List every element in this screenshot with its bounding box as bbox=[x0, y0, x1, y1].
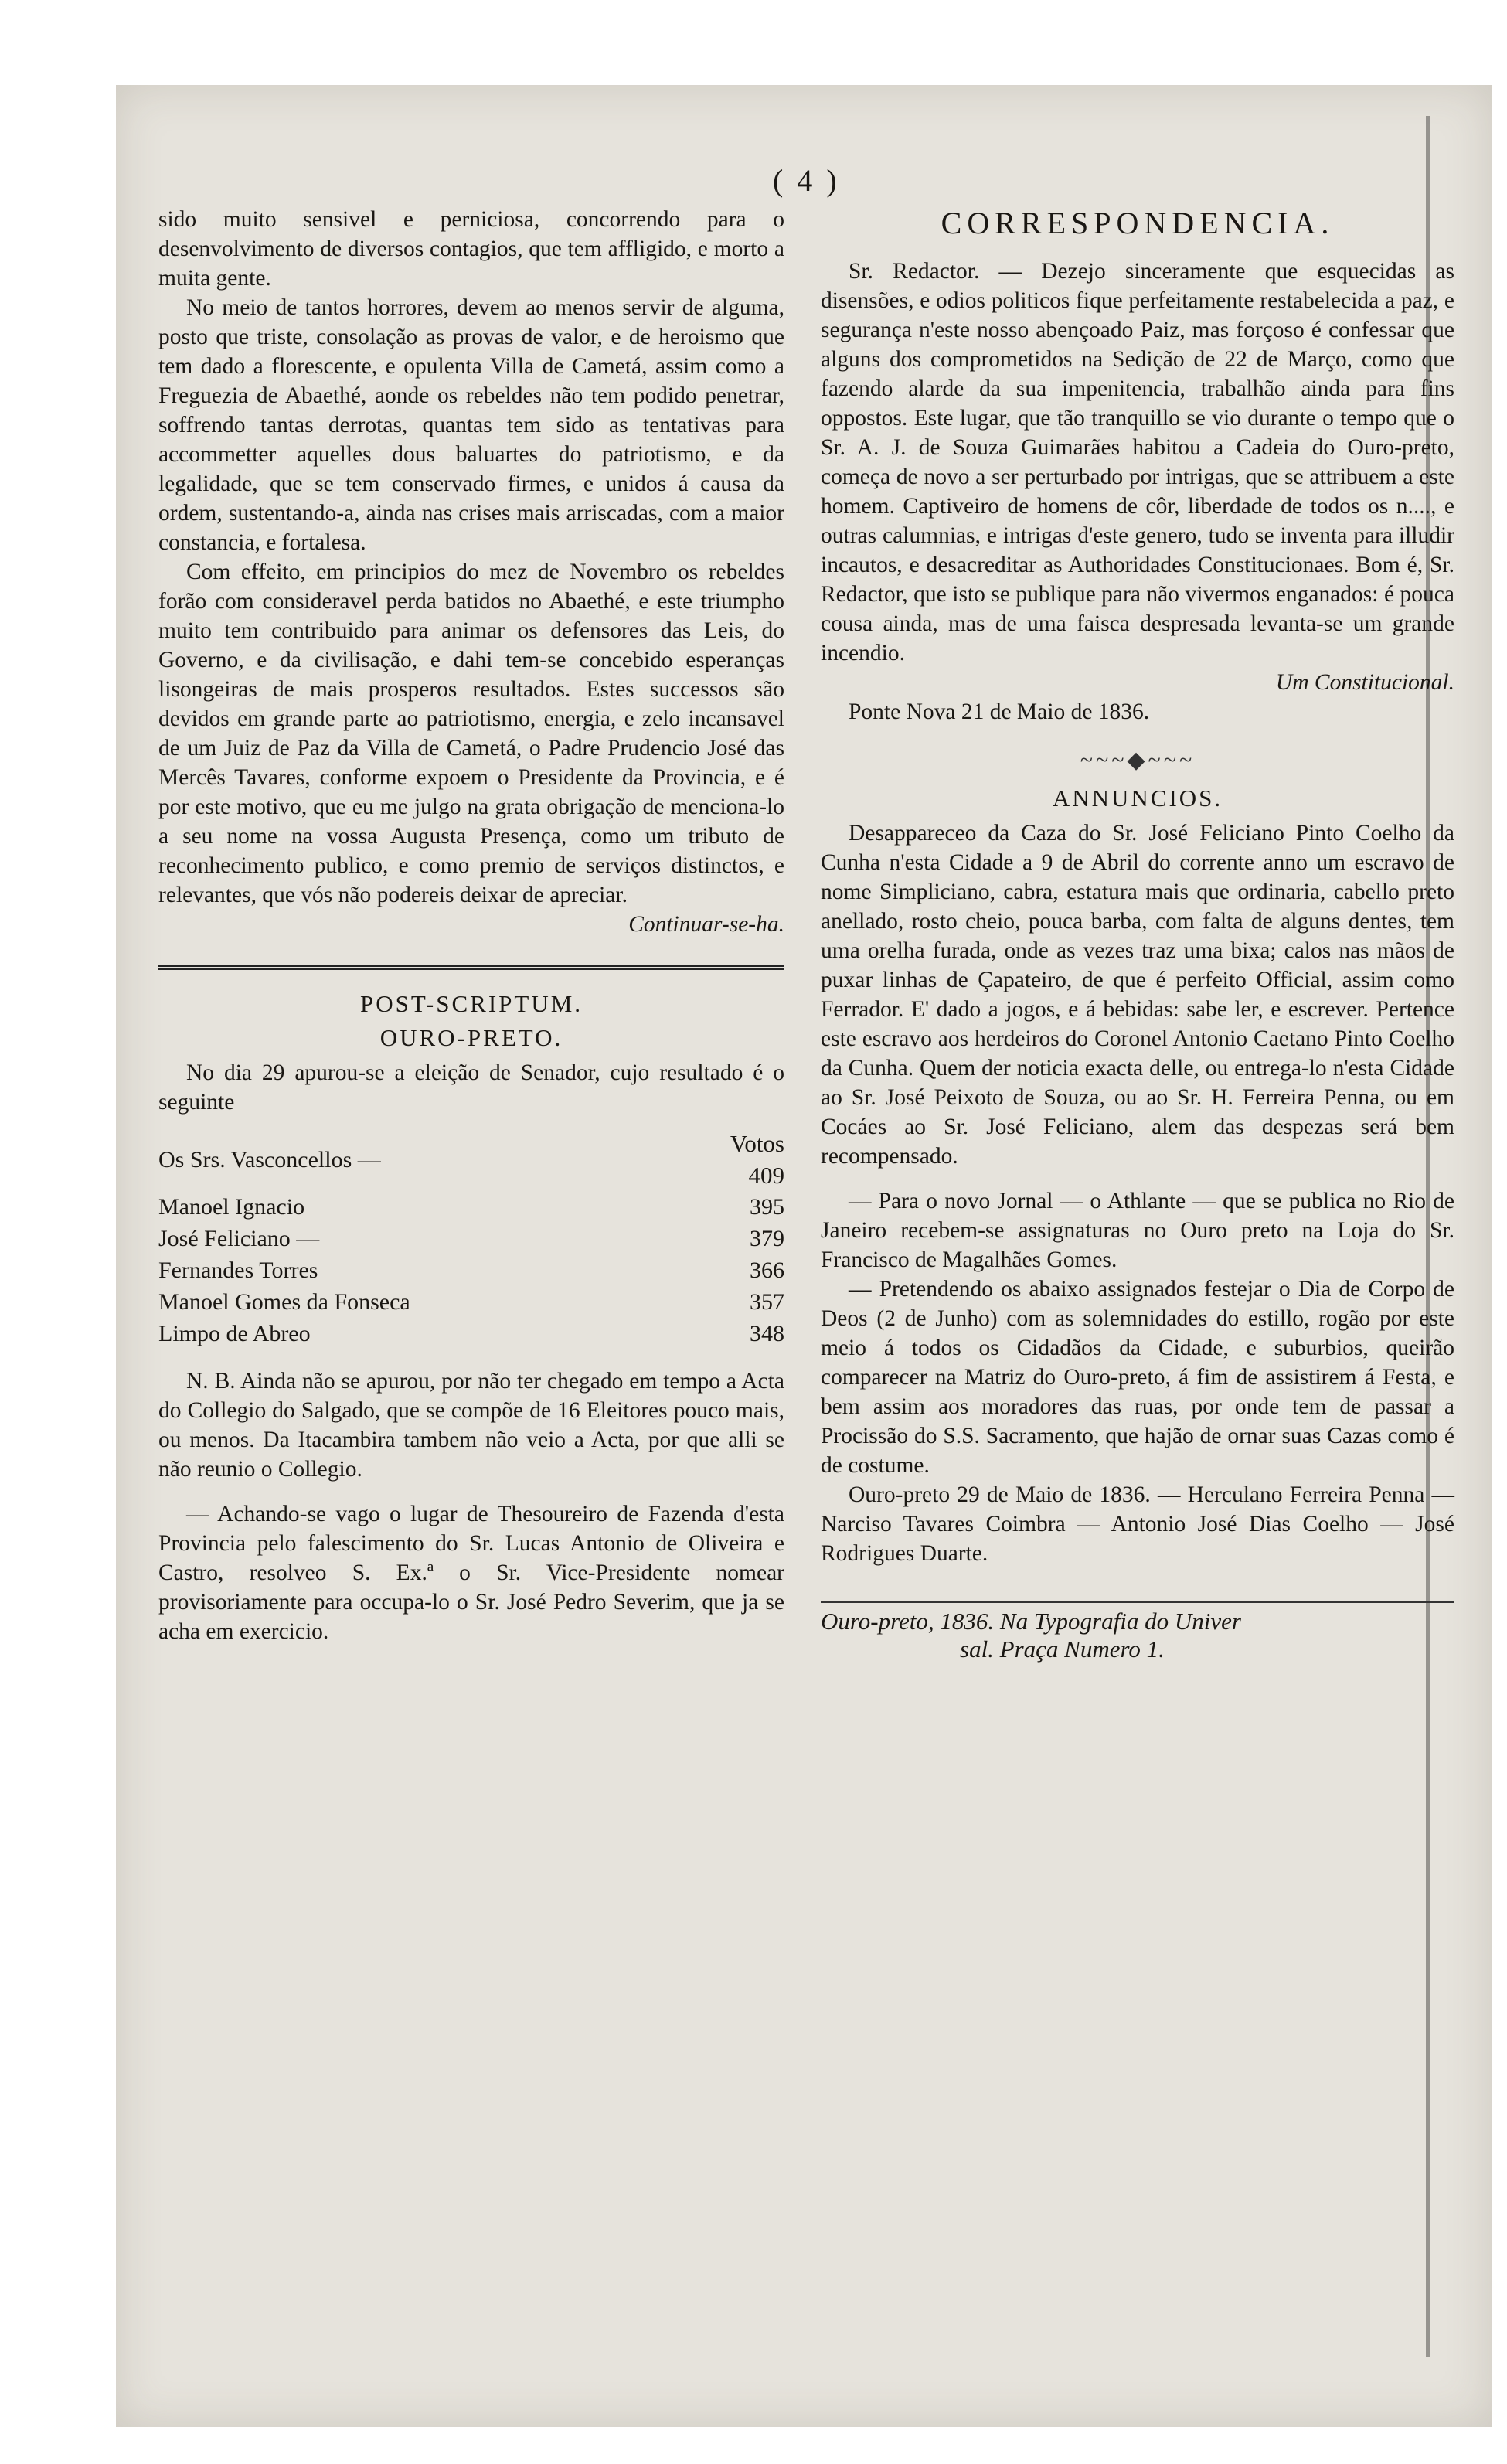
candidate-name: Fernandes Torres bbox=[158, 1258, 318, 1283]
ad-runaway: Desappareceo da Caza do Sr. José Feliciano Pinto Coelho da Cunha n'esta Cidade a 9 de Abril do corrente anno um escravo de nome Simpliciano, cabra, estatura mais que ordinaria, cabello preto anellado, rosto cheio, pouca barba, com falta de alguns dentes, tem uma orelha furada, onde as vezes traz uma bixa; calos nas mãos de puxar linhas de Çapateiro, de que é perfeito Official, assim como Ferrador. E' dado a jogos, e á bebidas: sabe ler, e escrever. Pertence este escravo aos herdeiros do Coronel Antonio Caetano Pinto Coelho da Cunha. Quem der noticia exacta delle, ou entrega-lo n'esta Cidade ao Sr. José Peixoto de Souza, ou ao Sr. H. Ferreira Penna, ou em Cocáes ao Sr. José Feliciano, alem das despezas será bem recompensado. bbox=[821, 821, 1454, 1169]
section-divider bbox=[158, 965, 784, 970]
ornament-divider: ~~~◆~~~ bbox=[1080, 747, 1196, 773]
nota-bene: N. B. Ainda não se apurou, por não ter chegado em tempo a Acta do Collegio do Salgado, que se compõe de 16 Eleitores pouco mais, ou menos. Da Itacambira tambem não veio a Acta, por que alli se não reunio o Collegio. bbox=[158, 1369, 784, 1482]
vote-count: 348 bbox=[750, 1321, 784, 1346]
election-intro: No dia 29 apurou-se a eleição de Senador, cujo resultado é o seguinte bbox=[158, 1060, 784, 1115]
ad-journal: — Para o novo Jornal — o Athlante — que se publica no Rio de Janeiro recebem-se assignaturas no Ouro preto na Loja do Sr. Francisco de Magalhães Gomes. bbox=[821, 1189, 1454, 1272]
table-row bbox=[158, 1128, 784, 1191]
candidate-name: Limpo de Abreo bbox=[158, 1321, 311, 1346]
left-column bbox=[158, 205, 784, 1646]
paragraph-3: Com effeito, em principios do mez de Novembro os rebeldes forão com consideravel perda batidos no Abaethé, e este triumpho muito tem contribuido para animar os defensores das Leis, do Governo, e da civilisação, e dahi tem-se concebido esperanças lisongeiras de mais prosperos resultados. Estes successos são devidos em grande parte ao patriotismo, energia, e zelo incansavel de um Juiz de Paz da Villa de Cametá, o Padre Prudencio José das Mercês Tavares, conforme expoem o Presidente da Provincia, e é por este motivo, que eu me julgo na grata obrigação de menciona-lo a seu nome na vossa Augusta Presença, como um tributo de reconhecimento publico, e como premio de serviços distinctos, e relevantes, que vós não podereis deixar de apreciar. bbox=[158, 560, 784, 907]
letter-body: Sr. Redactor. — Dezejo sinceramente que esquecidas as disensões, e odios politicos fique perfeitamente restabelecida a paz, e segurança n'este nosso abençoado Paiz, mas forçoso é confessar que alguns dos comprometidos na Sedição de 22 de Março, como que fazendo alarde da sua impenitencia, trabalhão ainda para fins oppostos. Este lugar, que tão tranquillo se vio durante o tempo que o Sr. A. J. de Souza Guimarães habitou a Cadeia do Ouro-preto, começa de novo a ser perturbado por intrigas, que se attribuem a este homem. Captiveiro de homens de côr, liberdade de todos os n...., e outras calumnias, e intrigas d'este genero, tudo se inventa para illudir incautos, e desacreditar as Authoridades Constitucionaes. Bom é, Sr. Redactor, que isto se publique para não vivermos enganados: é pouca cousa ainda, mas de uma faisca despresada levanta-se um grande incendio. bbox=[821, 259, 1454, 665]
continued-note: Continuar-se-ha. bbox=[628, 912, 784, 937]
table-row bbox=[158, 1286, 784, 1318]
colophon bbox=[821, 1601, 1454, 1663]
colophon-line-1: Ouro-preto, 1836. Na Typografia do Univer bbox=[821, 1608, 1241, 1635]
table-row bbox=[158, 1191, 784, 1223]
letter-place-date: Ponte Nova 21 de Maio de 1836. bbox=[849, 699, 1150, 724]
vote-count: 357 bbox=[750, 1289, 784, 1315]
ad-festival-signers: Ouro-preto 29 de Maio de 1836. — Herculano Ferreira Penna — Narciso Tavares Coimbra — Antonio José Dias Coelho — José Rodrigues Duarte. bbox=[821, 1482, 1454, 1566]
correspondence-title: CORRESPONDENCIA. bbox=[941, 206, 1335, 240]
thesoureiro-notice: — Achando-se vago o lugar de Thesoureiro de Fazenda d'esta Provincia pelo falescimento do Sr. Lucas Antonio de Oliveira e Castro, resolveo S. Ex.ª o Sr. Vice-Presidente nomear provisoriamente para occupa-lo o Sr. José Pedro Severim, que ja se acha em exercicio. bbox=[158, 1502, 784, 1644]
candidate-name: José Feliciano — bbox=[158, 1226, 320, 1251]
annuncios-title: ANNUNCIOS. bbox=[1052, 784, 1223, 812]
colophon-line-2: sal. Praça Numero 1. bbox=[960, 1635, 1165, 1663]
page-number: ( 4 ) bbox=[773, 163, 840, 198]
vote-count: 366 bbox=[750, 1258, 784, 1283]
city-title: OURO-PRETO. bbox=[379, 1024, 563, 1051]
table-row bbox=[158, 1318, 784, 1349]
candidate-name: Manoel Gomes da Fonseca bbox=[158, 1289, 410, 1315]
vote-count: 379 bbox=[750, 1226, 784, 1251]
votes-label: Votos 409 bbox=[730, 1130, 784, 1189]
table-row bbox=[158, 1223, 784, 1254]
election-results-table bbox=[158, 1128, 784, 1349]
candidate-name: Manoel Ignacio bbox=[158, 1194, 305, 1220]
right-column bbox=[821, 205, 1454, 1663]
postscript-title: POST-SCRIPTUM. bbox=[359, 990, 583, 1017]
candidate-name: Os Srs. Vasconcellos — bbox=[158, 1146, 381, 1172]
table-row bbox=[158, 1254, 784, 1286]
paragraph-2: No meio de tantos horrores, devem ao menos servir de alguma, posto que triste, consolação as provas de valor, e de heroismo que tem dado a florescente, e opulenta Villa de Cametá, assim como a Freguezia de Abaethé, aonde os rebeldes não tem podido penetrar, soffrendo tantas derrotas, quantas tem sido as tentativas para accommetter aquelles dous baluartes do patriotismo, e da legalidade, que se tem conservado firmes, e unidos á causa da ordem, sustentando-a, ainda nas crises mais arriscadas, com a maior constancia, e fortalesa. bbox=[158, 295, 784, 555]
vote-count: 395 bbox=[750, 1194, 784, 1220]
paragraph-1: sido muito sensivel e perniciosa, concorrendo para o desenvolvimento de diversos contagios, que tem affligido, e morto a muita gente. bbox=[158, 207, 784, 291]
letter-signature: Um Constitucional. bbox=[1275, 670, 1454, 695]
ad-festival: — Pretendendo os abaixo assignados festejar o Dia de Corpo de Deos (2 de Junho) com as solemnidades do estillo, rogão por este meio á todos os Cidadãos da Cidade, e suburbios, queirão comparecer na Matriz do Ouro-preto, á fim de assistirem á Festa, e bem assim aos moradores das ruas, por onde tem de passar a Procissão do S.S. Sacramento, que hajão de ornar suas Cazas como é de costume. bbox=[821, 1277, 1454, 1478]
